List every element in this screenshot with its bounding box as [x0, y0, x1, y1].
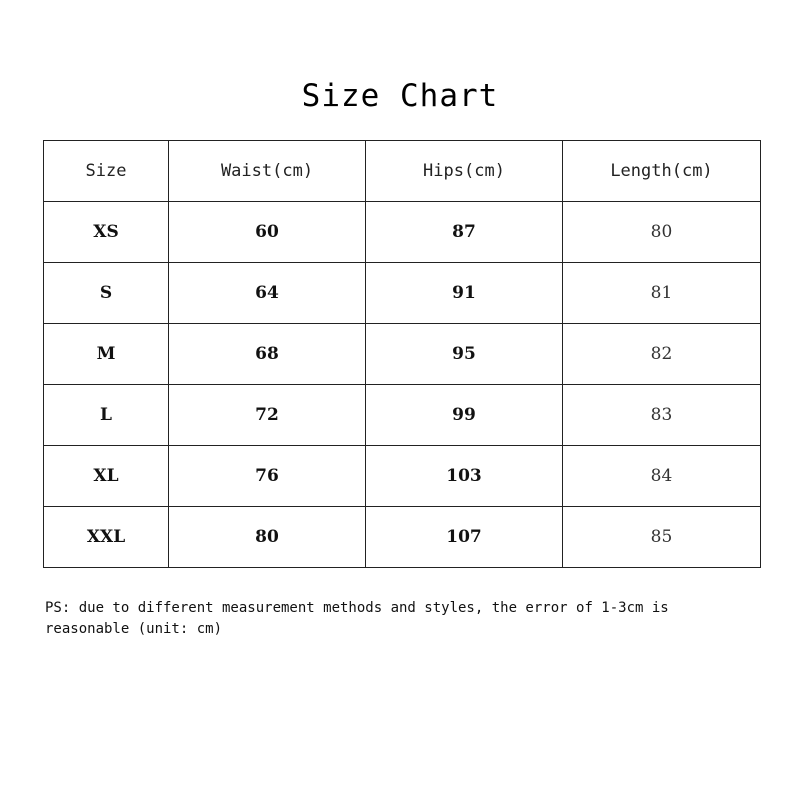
header-hips: Hips(cm): [366, 141, 563, 202]
cell-waist: 60: [169, 202, 366, 263]
measurement-note: PS: due to different measurement methods and styles, the error of 1-3cm is reasonable (unit: cm): [45, 600, 669, 637]
cell-hips: 107: [366, 507, 563, 568]
cell-length: 81: [563, 263, 761, 324]
cell-waist: 72: [169, 385, 366, 446]
cell-length: 85: [563, 507, 761, 568]
size-chart-table: [43, 140, 761, 568]
header-waist: Waist(cm): [169, 141, 366, 202]
header-size: Size: [44, 141, 169, 202]
cell-length: 84: [563, 446, 761, 507]
table-row: [44, 263, 761, 324]
cell-size: XS: [44, 202, 169, 263]
table-row: [44, 446, 761, 507]
table-row: [44, 385, 761, 446]
cell-size: XXL: [44, 507, 169, 568]
cell-hips: 103: [366, 446, 563, 507]
cell-waist: 76: [169, 446, 366, 507]
cell-hips: 91: [366, 263, 563, 324]
page-title: Size Chart: [301, 78, 499, 114]
cell-hips: 99: [366, 385, 563, 446]
cell-size: S: [44, 263, 169, 324]
cell-waist: 64: [169, 263, 366, 324]
cell-length: 82: [563, 324, 761, 385]
cell-waist: 68: [169, 324, 366, 385]
table-header-row: [44, 141, 761, 202]
cell-size: XL: [44, 446, 169, 507]
cell-length: 80: [563, 202, 761, 263]
cell-waist: 80: [169, 507, 366, 568]
cell-hips: 87: [366, 202, 563, 263]
cell-hips: 95: [366, 324, 563, 385]
header-length: Length(cm): [563, 141, 761, 202]
cell-size: L: [44, 385, 169, 446]
table-row: [44, 507, 761, 568]
cell-size: M: [44, 324, 169, 385]
table-row: [44, 324, 761, 385]
cell-length: 83: [563, 385, 761, 446]
table-row: [44, 202, 761, 263]
